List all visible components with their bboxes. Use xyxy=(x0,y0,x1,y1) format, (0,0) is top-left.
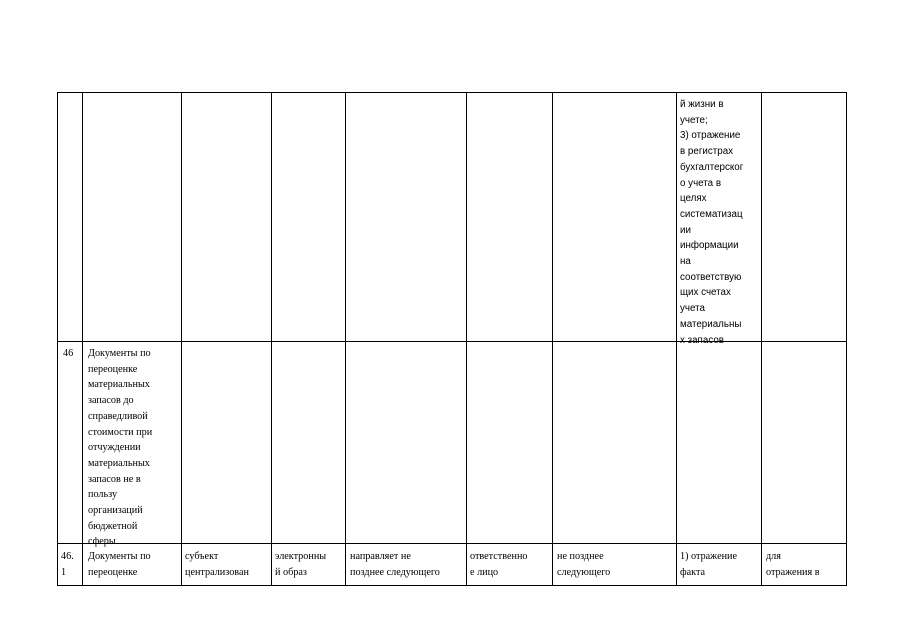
row-number: 46 xyxy=(63,348,74,359)
purpose-cell: 1) отражение факта xyxy=(680,551,738,578)
table-cell-continuation-text: й жизни в учете; 3) отражение в регистрах бухгалтерског о учета в целях систематизац ии информации на соответствую щих счетах учета материальны х запасов xyxy=(680,99,744,346)
column-divider xyxy=(552,92,553,586)
column-divider xyxy=(466,92,467,586)
action-cell: направляет не позднее следующего xyxy=(350,551,440,578)
table-top-border xyxy=(57,92,847,93)
column-divider xyxy=(846,92,847,586)
column-divider xyxy=(57,92,58,586)
subject-cell: субъект централизован xyxy=(185,551,249,578)
column-divider xyxy=(676,92,677,586)
column-divider xyxy=(181,92,182,586)
column-divider xyxy=(271,92,272,586)
table-bottom-border xyxy=(57,585,847,586)
row-divider xyxy=(57,543,847,544)
column-divider xyxy=(82,92,83,586)
last-column-cell: для отражения в xyxy=(766,551,820,578)
document-name-cell: Документы по переоценке материальных запасов до справедливой стоимости при отчуждении материальных запасов не в пользу организаций бюджетной сферы xyxy=(88,348,153,548)
deadline-cell: не позднее следующего xyxy=(557,551,611,578)
document-name-cell: Документы по переоценке xyxy=(88,551,151,578)
format-cell: электронны й образ xyxy=(275,551,327,578)
row-number: 46. 1 xyxy=(61,551,74,578)
responsible-cell: ответственно е лицо xyxy=(470,551,528,578)
column-divider xyxy=(761,92,762,586)
column-divider xyxy=(345,92,346,586)
